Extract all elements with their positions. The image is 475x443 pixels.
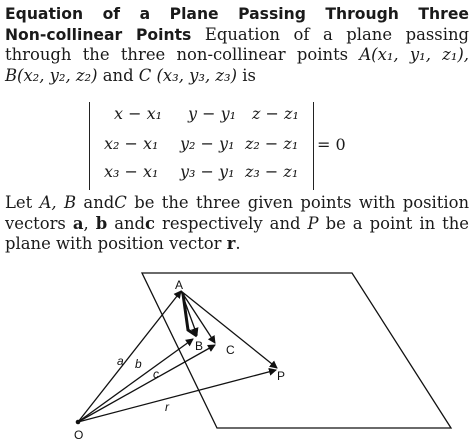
- label-r: r: [165, 400, 169, 414]
- label-c: c: [153, 367, 159, 381]
- vector-r-line: [78, 370, 276, 422]
- section-heading-line1: Equation of a Plane Passing Through Three: [5, 5, 469, 23]
- det-cell: y − y₁: [188, 104, 237, 123]
- intro-text: Equation of a plane passing through the three non-collinear points: [5, 24, 469, 64]
- det-row-3: [104, 162, 316, 186]
- label-a: a: [117, 354, 124, 368]
- vector-a: a: [72, 213, 84, 233]
- points-ab: A, B: [39, 193, 77, 212]
- det-cell: z₃ − z₁: [245, 162, 299, 181]
- label-C: C: [226, 343, 235, 357]
- det-row-1: [104, 104, 316, 128]
- intro-paragraph: [5, 4, 469, 86]
- plane-figure: [0, 270, 475, 443]
- det-cell: z − z₁: [252, 104, 299, 123]
- p2-text: and: [76, 193, 115, 212]
- p2-text: respectively and: [155, 213, 308, 233]
- label-B: B: [195, 339, 204, 353]
- p2-text: and: [107, 213, 146, 233]
- det-cell: x − x₁: [114, 104, 163, 123]
- p2-text: Let: [5, 193, 40, 212]
- vector-b: b: [95, 213, 108, 233]
- p2-text: ,: [83, 213, 96, 233]
- label-P: P: [277, 369, 286, 383]
- and-text: and: [97, 65, 139, 85]
- point-p: P: [307, 213, 319, 233]
- vector-r: r: [226, 234, 236, 253]
- det-cell: z₂ − z₁: [245, 134, 299, 153]
- det-cell: y₂ − y₁: [180, 134, 235, 153]
- determinant-equation: [84, 102, 384, 190]
- vector-c: c: [145, 213, 156, 233]
- equals-zero: = 0: [317, 135, 346, 154]
- p2-text: be the three given points with position vectors: [5, 193, 469, 233]
- det-row-2: [104, 134, 316, 158]
- p2-text: .: [235, 234, 241, 253]
- point-c: C: [114, 193, 127, 212]
- point-a-coords: A(x₁, y₁, z₁),: [359, 45, 469, 64]
- label-A: A: [175, 278, 184, 292]
- det-cell: x₂ − x₁: [104, 134, 159, 153]
- p2-text: be a point in the plane with position vector: [5, 213, 470, 253]
- point-c-coords: C (x₃, y₃, z₃): [138, 65, 238, 85]
- paragraph-2: [5, 193, 469, 255]
- det-cell: x₃ − x₁: [104, 162, 159, 181]
- vector-c-line: [78, 345, 215, 422]
- point-b-coords: B(x₂, y₂, z₂): [5, 65, 98, 85]
- is-text: is: [237, 65, 256, 85]
- det-cell: y₃ − y₁: [180, 162, 235, 181]
- label-b: b: [135, 357, 142, 371]
- vector-b-line: [78, 339, 193, 422]
- label-O: O: [74, 428, 84, 442]
- origin-point: [76, 420, 81, 425]
- section-heading-line2: Non-collinear Points: [5, 25, 192, 44]
- determinant-bars: [89, 102, 314, 190]
